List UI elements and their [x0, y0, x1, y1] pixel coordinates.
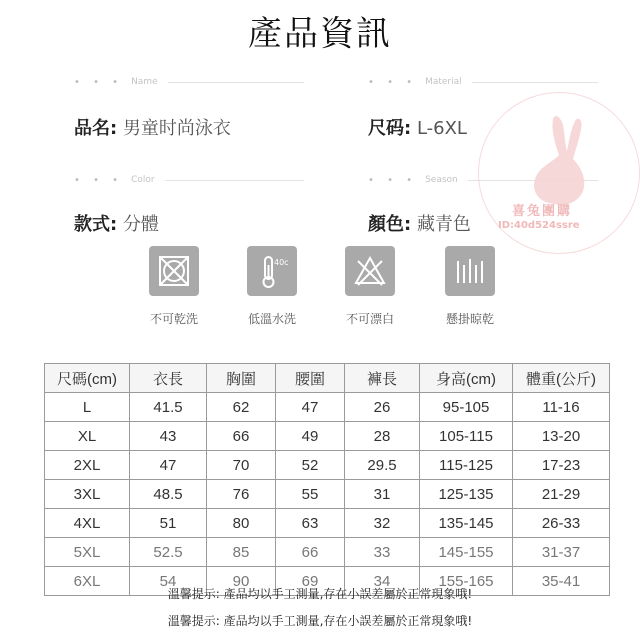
table-cell: 95-105 [420, 393, 513, 422]
care-label: 低溫水洗 [247, 312, 296, 326]
care-label: 不可漂白 [345, 312, 394, 326]
size-table [44, 363, 610, 596]
table-cell: 70 [207, 451, 276, 480]
table-cell: 115-125 [420, 451, 513, 480]
watermark-text: 喜兔團購 [512, 204, 573, 219]
table-header: 胸圍 [207, 364, 276, 393]
table-cell: 5XL [45, 538, 130, 567]
no-bleach-icon [345, 246, 395, 296]
hint-label-season: Season [425, 175, 458, 185]
table-cell: 17-23 [513, 451, 610, 480]
hint-dots: • • • [368, 76, 418, 88]
product-name-value: 男童时尚泳衣 [122, 118, 231, 139]
table-cell: 2XL [45, 451, 130, 480]
table-cell: 63 [276, 509, 345, 538]
care-label: 懸掛晾乾 [445, 312, 494, 326]
table-header: 腰圍 [276, 364, 345, 393]
table-cell: 35-41 [513, 567, 610, 596]
hang-dry-icon [445, 246, 495, 296]
table-cell: 26 [345, 393, 420, 422]
table-row [45, 480, 610, 509]
care-label: 不可乾洗 [149, 312, 198, 326]
table-cell: 52.5 [130, 538, 207, 567]
size-field [368, 114, 467, 140]
style-field [74, 210, 159, 236]
table-cell: 49 [276, 422, 345, 451]
note-text: 溫馨提示: 產品均以手工測量,存在小誤差屬於正常現象哦! [167, 614, 473, 628]
table-cell: L [45, 393, 130, 422]
table-cell: XL [45, 422, 130, 451]
care-item-hang-dry [420, 246, 520, 327]
note-text: 溫馨提示: 產品均以手工測量,存在小誤差屬於正常現象哦! [167, 587, 473, 601]
table-cell: 62 [207, 393, 276, 422]
table-cell: 54 [130, 567, 207, 596]
material-hint [368, 75, 598, 89]
table-cell: 48.5 [130, 480, 207, 509]
table-cell: 66 [207, 422, 276, 451]
table-cell: 43 [130, 422, 207, 451]
table-cell: 66 [276, 538, 345, 567]
table-cell: 31-37 [513, 538, 610, 567]
table-cell: 105-115 [420, 422, 513, 451]
table-cell: 4XL [45, 509, 130, 538]
table-cell: 31 [345, 480, 420, 509]
size-value: L-6XL [416, 118, 467, 139]
table-cell: 155-165 [420, 567, 513, 596]
table-cell: 13-20 [513, 422, 610, 451]
table-cell: 85 [207, 538, 276, 567]
table-row [45, 422, 610, 451]
table-cell: 28 [345, 422, 420, 451]
hint-label-material: Material [425, 77, 462, 87]
color-label: 顏色: [368, 214, 412, 235]
table-header: 尺碼(cm) [45, 364, 130, 393]
table-row [45, 538, 610, 567]
product-name-label: 品名: [74, 118, 118, 139]
hint-label-color: Color [131, 175, 155, 185]
care-item-low-temp-wash [222, 246, 322, 327]
table-cell: 6XL [45, 567, 130, 596]
style-value: 分體 [122, 214, 159, 235]
watermark-id: ID:40d524ssre [498, 220, 580, 231]
table-header: 身高(cm) [420, 364, 513, 393]
table-cell: 32 [345, 509, 420, 538]
no-tumble-dry-icon [149, 246, 199, 296]
table-header: 體重(公斤) [513, 364, 610, 393]
hint-dots: • • • [368, 174, 418, 186]
hint-dots: • • • [74, 76, 124, 88]
table-cell: 145-155 [420, 538, 513, 567]
table-cell: 55 [276, 480, 345, 509]
table-cell: 135-145 [420, 509, 513, 538]
table-row [45, 509, 610, 538]
table-cell: 69 [276, 567, 345, 596]
low-temp-wash-icon [247, 246, 297, 296]
divider [168, 82, 304, 83]
table-cell: 125-135 [420, 480, 513, 509]
hint-dots: • • • [74, 174, 124, 186]
table-cell: 41.5 [130, 393, 207, 422]
style-label: 款式: [74, 214, 118, 235]
table-header: 褲長 [345, 364, 420, 393]
page-title: 產品資訊 [248, 14, 392, 54]
product-name-field [74, 114, 231, 140]
table-cell: 34 [345, 567, 420, 596]
hint-label-name: Name [131, 77, 158, 87]
care-item-no-bleach [320, 246, 420, 327]
table-row [45, 451, 610, 480]
table-cell: 90 [207, 567, 276, 596]
divider [472, 82, 598, 83]
table-cell: 29.5 [345, 451, 420, 480]
table-row [45, 393, 610, 422]
divider [165, 180, 304, 181]
table-header: 衣長 [130, 364, 207, 393]
table-cell: 3XL [45, 480, 130, 509]
table-cell: 11-16 [513, 393, 610, 422]
table-cell: 51 [130, 509, 207, 538]
table-header-row [45, 364, 610, 393]
table-cell: 26-33 [513, 509, 610, 538]
care-item-no-tumble-dry [124, 246, 224, 327]
temp-text: 40c [274, 258, 289, 267]
table-cell: 21-29 [513, 480, 610, 509]
table-cell: 76 [207, 480, 276, 509]
color-hint [74, 173, 304, 187]
color-field [368, 210, 471, 236]
table-cell: 52 [276, 451, 345, 480]
table-cell: 80 [207, 509, 276, 538]
table-cell: 47 [130, 451, 207, 480]
name-hint [74, 75, 304, 89]
table-cell: 33 [345, 538, 420, 567]
color-value: 藏青色 [416, 214, 471, 235]
table-cell: 47 [276, 393, 345, 422]
size-label: 尺码: [368, 118, 412, 139]
